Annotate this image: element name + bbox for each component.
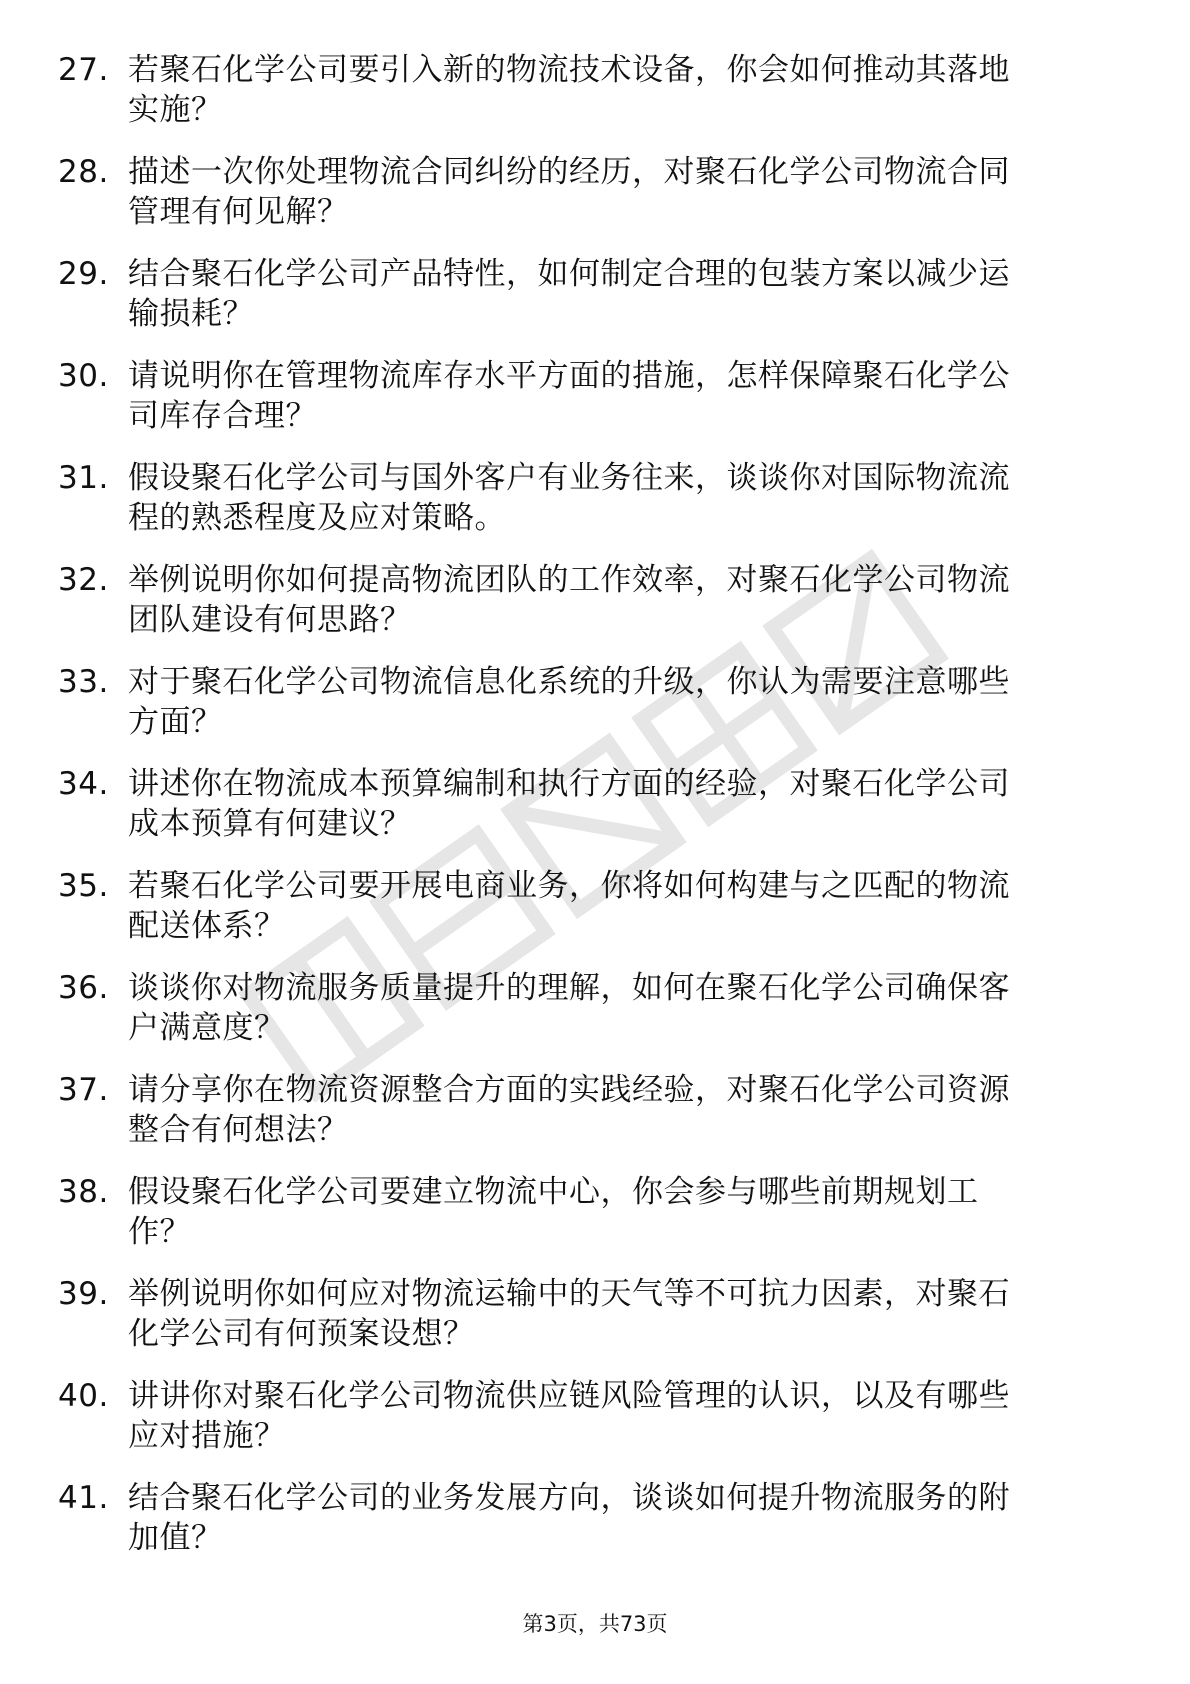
question-text: 讲述你在物流成本预算编制和执行方面的经验，对聚石化学公司 成本预算有何建议？ [128, 766, 1010, 842]
question-number: 31. [58, 460, 109, 496]
question-list [58, 50, 1118, 1580]
question-number: 28. [58, 154, 109, 190]
question-item [58, 1070, 1118, 1162]
question-item [58, 1376, 1118, 1468]
question-number: 38. [58, 1174, 109, 1210]
question-item [58, 866, 1118, 958]
question-item [58, 1274, 1118, 1366]
question-item [58, 152, 1118, 244]
question-text: 假设聚石化学公司与国外客户有业务往来，谈谈你对国际物流流 程的熟悉程度及应对策略。 [128, 460, 1010, 536]
question-item [58, 254, 1118, 346]
question-text: 举例说明你如何提高物流团队的工作效率，对聚石化学公司物流 团队建设有何思路？ [128, 562, 1010, 638]
question-number: 36. [58, 970, 109, 1006]
question-text: 假设聚石化学公司要建立物流中心，你会参与哪些前期规划工 作？ [128, 1174, 979, 1250]
page-number-label: 第3页，共73页 [522, 1612, 668, 1636]
question-number: 41. [58, 1480, 109, 1516]
page-footer [0, 1609, 1190, 1639]
question-item [58, 1172, 1118, 1264]
question-number: 34. [58, 766, 109, 802]
question-text: 对于聚石化学公司物流信息化系统的升级，你认为需要注意哪些 方面？ [128, 664, 1010, 740]
question-item [58, 662, 1118, 754]
question-item [58, 968, 1118, 1060]
question-number: 32. [58, 562, 109, 598]
question-number: 40. [58, 1378, 109, 1414]
question-item [58, 458, 1118, 550]
question-item [58, 50, 1118, 142]
question-item [58, 764, 1118, 856]
question-text: 若聚石化学公司要引入新的物流技术设备，你会如何推动其落地 实施？ [128, 52, 1010, 128]
question-number: 39. [58, 1276, 109, 1312]
question-text: 若聚石化学公司要开展电商业务，你将如何构建与之匹配的物流 配送体系？ [128, 868, 1010, 944]
question-number: 29. [58, 256, 109, 292]
question-number: 30. [58, 358, 109, 394]
question-text: 请分享你在物流资源整合方面的实践经验，对聚石化学公司资源 整合有何想法？ [128, 1072, 1010, 1148]
question-text: 结合聚石化学公司产品特性，如何制定合理的包装方案以减少运 输损耗？ [128, 256, 1010, 332]
question-number: 37. [58, 1072, 109, 1108]
question-number: 33. [58, 664, 109, 700]
question-text: 举例说明你如何应对物流运输中的天气等不可抗力因素，对聚石 化学公司有何预案设想？ [128, 1276, 1010, 1352]
question-text: 请说明你在管理物流库存水平方面的措施，怎样保障聚石化学公 司库存合理？ [128, 358, 1010, 434]
question-text: 结合聚石化学公司的业务发展方向，谈谈如何提升物流服务的附 加值？ [128, 1480, 1010, 1556]
question-item [58, 1478, 1118, 1570]
question-item [58, 356, 1118, 448]
question-text: 谈谈你对物流服务质量提升的理解，如何在聚石化学公司确保客 户满意度？ [128, 970, 1010, 1046]
question-number: 27. [58, 52, 109, 88]
question-text: 描述一次你处理物流合同纠纷的经历，对聚石化学公司物流合同 管理有何见解？ [128, 154, 1010, 230]
question-text: 讲讲你对聚石化学公司物流供应链风险管理的认识，以及有哪些 应对措施？ [128, 1378, 1010, 1454]
question-number: 35. [58, 868, 109, 904]
question-item [58, 560, 1118, 652]
